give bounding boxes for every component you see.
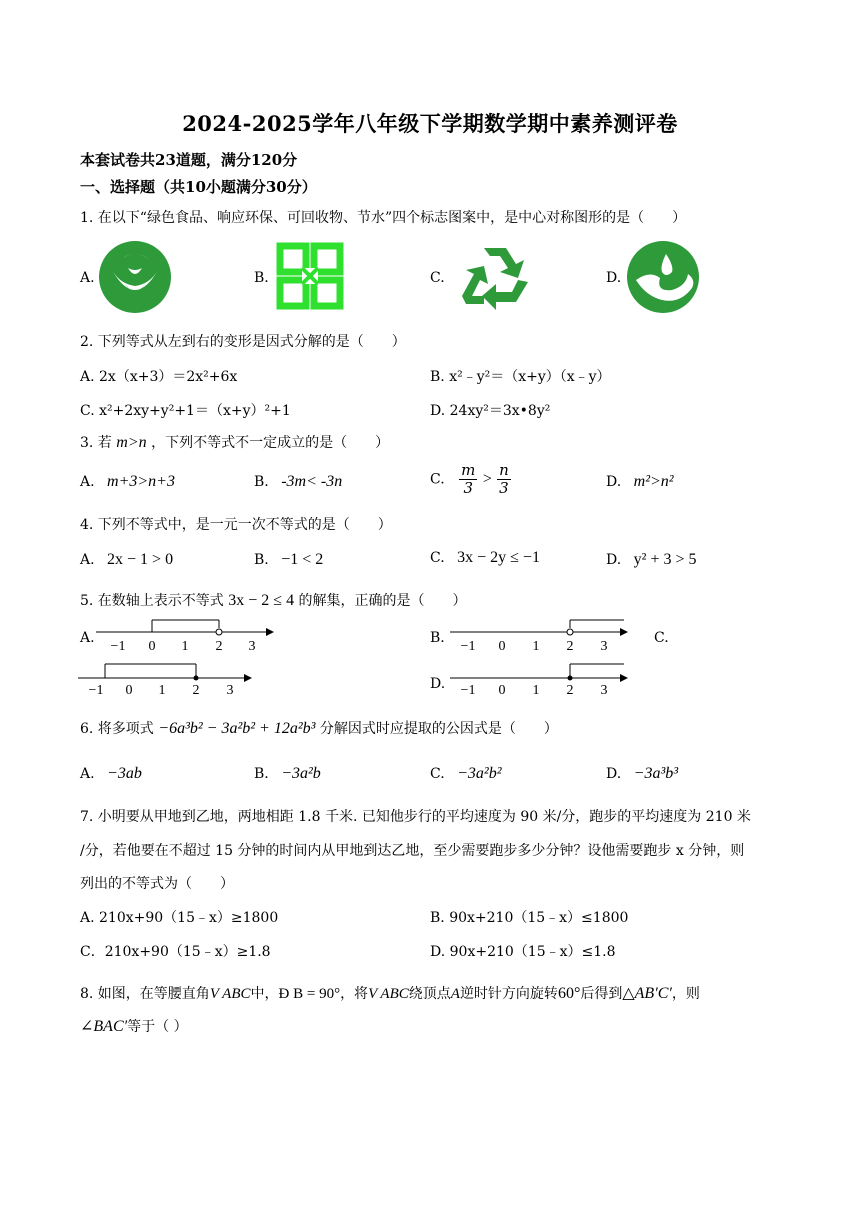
- q3-option-b: [254, 473, 342, 491]
- q5-option-a-number-line: [96, 618, 276, 654]
- q5-option-d-number-line: [450, 662, 630, 698]
- q8-text-6: 后得到: [580, 986, 623, 1002]
- q8-rotation-angle: 60°: [557, 985, 581, 1002]
- q6-option-d-label: D.: [606, 766, 622, 782]
- recycle-logo-icon: [454, 242, 536, 312]
- q3-fraction-n: $\frac{n}{3}$: [499, 461, 509, 497]
- question-4-stem: 4. 下列不等式中，是一元一次不等式的是（ ）: [80, 517, 392, 533]
- question-3-stem: [80, 432, 389, 452]
- question-7-line-2: /分，若他要在不超过 15 分钟的时间内从甲地到达乙地，至少需要跑步多少分钟？设他需要跑步 x 分钟，则: [80, 843, 745, 859]
- q3-option-c-relation: >: [481, 470, 493, 488]
- q4-option-b: [254, 551, 323, 569]
- number-line-tick-label: 0: [125, 683, 133, 698]
- q6-option-a: [80, 765, 142, 783]
- q3-fraction-m: $\frac{m}{3}$: [461, 461, 476, 497]
- q3-option-d: [606, 473, 674, 491]
- q8-triangle-abc-2: V ABC: [368, 986, 409, 1002]
- question-6-stem: [80, 718, 558, 738]
- q8-triangle-ab-c-prime: △AB′C′: [622, 985, 672, 1002]
- number-line-tick-label: 1: [532, 639, 540, 654]
- q7-option-d: D. 90x+210（15﹣x）≤1.8: [430, 944, 616, 960]
- number-line-tick-label: 3: [600, 639, 608, 654]
- q8-text-8: 等于（ ）: [127, 1019, 188, 1035]
- q8-text-7: ，则: [671, 986, 700, 1002]
- q4-option-c: [430, 549, 540, 567]
- question-8-line-2: [80, 1016, 188, 1036]
- q4-option-c-math: 3x − 2y ≤ −1: [457, 549, 540, 566]
- number-line-tick-label: 1: [158, 683, 166, 698]
- number-line-tick-label: 0: [498, 639, 506, 654]
- q7-option-a: A. 210x+90（15﹣x）≥1800: [80, 910, 279, 926]
- section-heading: 一、选择题（共10小题满分30分）: [80, 178, 317, 196]
- q6-stem-suffix: 分解因式时应提取的公因式是（ ）: [319, 721, 558, 737]
- q8-triangle-abc: V ABC: [209, 986, 251, 1002]
- q6-option-a-label: A.: [80, 766, 95, 782]
- q8-angle-b: Ð B = 90°: [278, 986, 341, 1002]
- q6-option-d-math: −3a³b³: [633, 765, 679, 782]
- q4-option-b-label: B.: [254, 552, 269, 568]
- q1-option-c-label: C.: [430, 270, 445, 286]
- question-1-stem: 1. 在以下“绿色食品、响应环保、可回收物、节水”四个标志图案中，是中心对称图形的是（ ）: [80, 210, 687, 226]
- q8-point-a: A: [450, 986, 460, 1002]
- question-7-line-3: 列出的不等式为（ ）: [80, 876, 234, 892]
- number-line-tick-label: 0: [148, 639, 156, 654]
- q1-option-b-label: B.: [254, 270, 269, 286]
- q3-option-a: [80, 473, 175, 491]
- number-line-tick-label: 3: [226, 683, 234, 698]
- q5-option-c-label: C.: [654, 630, 669, 646]
- question-2-stem: 2. 下列等式从左到右的变形是因式分解的是（ ）: [80, 334, 406, 350]
- q8-angle-bac-prime: ∠BAC′: [80, 1018, 128, 1035]
- exam-intro: 本套试卷共23道题，满分120分: [80, 151, 298, 169]
- number-line-tick-label: 2: [566, 683, 574, 698]
- question-5-stem: [80, 590, 467, 610]
- q3-stem-suffix: ，下列不等式不一定成立的是（ ）: [151, 435, 390, 451]
- page-title: 2024-2025学年八年级下学期数学期中素养测评卷: [182, 111, 678, 136]
- number-line-tick-label: 2: [215, 639, 223, 654]
- q4-option-a: [80, 551, 173, 569]
- q1-option-a-label: A.: [80, 270, 95, 286]
- q4-option-b-math: −1 < 2: [281, 551, 324, 568]
- q5-stem-prefix: 5. 在数轴上表示不等式: [80, 593, 224, 609]
- q4-option-c-label: C.: [430, 550, 445, 566]
- q3-option-a-math: m+3>n+3: [107, 473, 175, 490]
- q3-option-c-label: C.: [430, 471, 445, 488]
- question-8-line-1: [80, 983, 700, 1003]
- q6-option-c-math: −3a²b²: [457, 765, 502, 782]
- q4-option-d: [606, 551, 696, 569]
- q3-option-b-math: -3m< -3n: [281, 473, 343, 490]
- number-line-tick-label: 0: [498, 683, 506, 698]
- number-line-tick-label: −1: [460, 683, 476, 698]
- q2-option-d: D. 24xy²＝3x•8y²: [430, 403, 551, 419]
- q4-option-a-label: A.: [80, 552, 95, 568]
- q3-stem-math: m>n: [116, 434, 147, 451]
- number-line-tick-label: 2: [192, 683, 200, 698]
- q6-option-b-math: −3a²b: [281, 765, 321, 782]
- q8-text-2: 中，: [250, 986, 279, 1002]
- q3-option-a-label: A.: [80, 474, 95, 490]
- number-line-tick-label: −1: [110, 639, 126, 654]
- q1-option-d-label: D.: [606, 270, 622, 286]
- number-line-tick-label: 1: [181, 639, 189, 654]
- q3-option-b-label: B.: [254, 474, 269, 490]
- q5-option-b-number-line: [450, 618, 630, 654]
- number-line-tick-label: −1: [460, 639, 476, 654]
- q6-option-a-math: −3ab: [107, 765, 142, 782]
- q6-option-c-label: C.: [430, 766, 445, 782]
- q5-option-d-label: D.: [430, 676, 446, 692]
- q3-option-d-label: D.: [606, 474, 622, 490]
- q5-option-b-label: B.: [430, 630, 445, 646]
- q6-stem-prefix: 6. 将多项式: [80, 721, 154, 737]
- q7-option-b: B. 90x+210（15﹣x）≤1800: [430, 910, 629, 926]
- q6-stem-math: −6a³b² − 3a²b² + 12a²b³: [158, 720, 316, 737]
- q6-option-b-label: B.: [254, 766, 269, 782]
- q3-stem-prefix: 3. 若: [80, 435, 112, 451]
- q2-option-b: B. x²﹣y²＝（x+y）（x﹣y）: [430, 369, 611, 385]
- q8-text-1: 8. 如图，在等腰直角: [80, 986, 210, 1002]
- number-line-tick-label: 3: [600, 683, 608, 698]
- q2-option-a: A. 2x（x+3）＝2x²+6x: [80, 369, 238, 385]
- q2-option-c: C. x²+2xy+y²+1＝（x+y）²+1: [80, 403, 291, 419]
- q7-option-c: C．210x+90（15﹣x）≥1.8: [80, 944, 271, 960]
- number-line-tick-label: 3: [248, 639, 256, 654]
- q5-stem-math: 3x − 2 ≤ 4: [228, 592, 295, 609]
- q6-option-b: [254, 765, 321, 783]
- number-line-tick-label: 1: [532, 683, 540, 698]
- q3-option-c: [430, 462, 511, 497]
- number-line-tick-label: −1: [88, 683, 104, 698]
- q6-option-c: [430, 765, 502, 783]
- number-line-tick-label: 2: [566, 639, 574, 654]
- q8-text-5: 逆时针方向旋转: [459, 986, 558, 1002]
- q4-option-d-label: D.: [606, 552, 622, 568]
- q8-text-3: ，将: [340, 986, 369, 1002]
- q5-option-c-number-line: [78, 662, 258, 698]
- q6-option-d: [606, 765, 678, 783]
- q5-stem-suffix: 的解集，正确的是（ ）: [298, 593, 467, 609]
- q4-option-d-math: y² + 3 > 5: [633, 551, 697, 568]
- question-7-line-1: 7. 小明要从甲地到乙地，两地相距 1.8 千米. 已知他步行的平均速度为 90 米/分，跑步的平均速度为 210 米: [80, 809, 751, 825]
- q8-text-4: 绕顶点: [408, 986, 451, 1002]
- water-saving-logo-icon: [626, 240, 700, 314]
- q3-option-d-math: m²>n²: [633, 473, 674, 490]
- q4-option-a-math: 2x − 1 > 0: [107, 551, 174, 568]
- green-food-logo-icon: [98, 240, 172, 314]
- environment-logo-icon: [276, 242, 344, 310]
- q5-option-a-label: A.: [80, 630, 95, 646]
